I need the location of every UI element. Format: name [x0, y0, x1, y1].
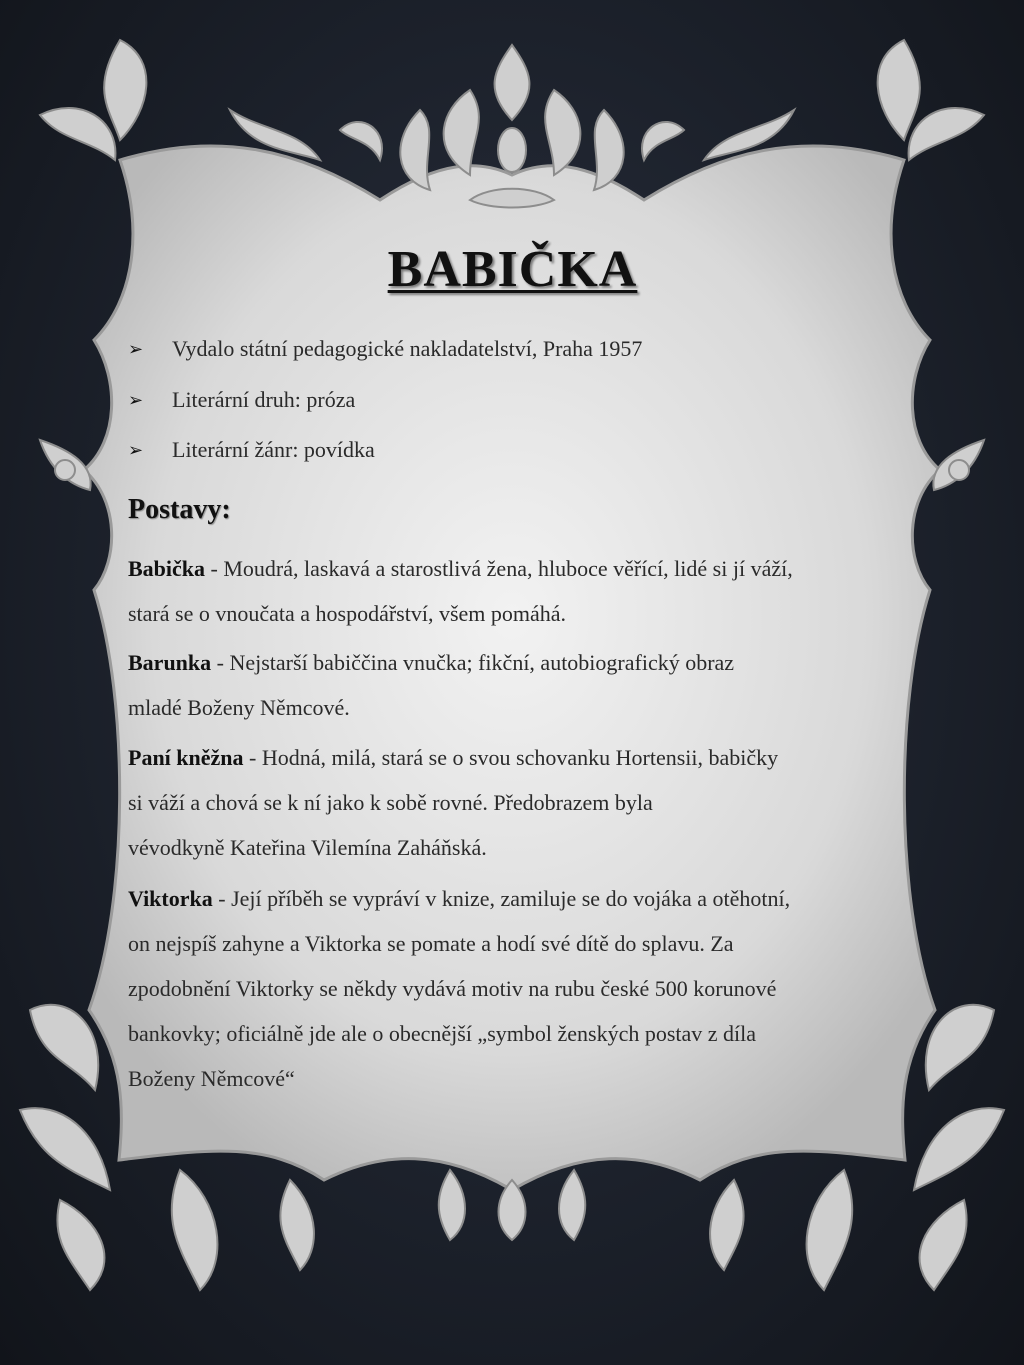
character-description: - Hodná, milá, stará se o svou schovanku Hortensii, babičky — [243, 745, 779, 770]
characters-heading: Postavy: — [128, 494, 231, 525]
arrow-bullet-icon: ➢ — [128, 389, 144, 410]
character-barunka — [128, 640, 898, 730]
character-description: on nejspíš zahyne a Viktorka se pomate a hodí své dítě do splavu. Za — [128, 931, 734, 956]
character-name: Viktorka — [128, 886, 213, 911]
character-description: zpodobnění Viktorky se někdy vydává motiv na rubu české 500 korunové — [128, 976, 777, 1001]
bullet-text: Literární žánr: povídka — [172, 437, 375, 462]
character-name: Barunka — [128, 650, 212, 675]
character-description: - Nejstarší babiččina vnučka; fikční, autobiografický obraz — [211, 650, 735, 675]
character-description: vévodkyně Kateřina Vilemína Zaháňská. — [128, 835, 487, 860]
arrow-bullet-icon: ➢ — [128, 338, 144, 359]
character-description: - Její příběh se vypráví v knize, zamiluje se do vojáka a otěhotní, — [212, 886, 791, 911]
character-babicka — [128, 546, 898, 636]
character-description: stará se o vnoučata a hospodářství, všem pomáhá. — [128, 601, 567, 626]
character-viktorka — [128, 876, 898, 1101]
bullet-item-publisher — [128, 336, 642, 362]
bullet-item-genre-type — [128, 387, 355, 413]
character-description: - Moudrá, laskavá a starostlivá žena, hluboce věřící, lidé si jí váží, — [205, 556, 793, 581]
bullet-text: Literární druh: próza — [172, 387, 356, 412]
character-name: Babička — [128, 556, 206, 581]
character-description: mladé Boženy Němcové. — [128, 695, 350, 720]
character-name: Paní kněžna — [128, 745, 244, 770]
bullet-item-genre — [128, 437, 375, 463]
bullet-text: Vydalo státní pedagogické nakladatelství, Praha 1957 — [172, 336, 643, 361]
character-knezna — [128, 735, 898, 870]
character-description: bankovky; oficiálně jde ale o obecnější „symbol ženských postav z díla — [128, 1021, 757, 1046]
character-description: si váží a chová se k ní jako k sobě rovné. Předobrazem byla — [128, 790, 653, 815]
arrow-bullet-icon: ➢ — [128, 439, 144, 460]
page-title: BABIČKA — [387, 241, 638, 298]
character-description: Boženy Němcové“ — [128, 1066, 295, 1091]
